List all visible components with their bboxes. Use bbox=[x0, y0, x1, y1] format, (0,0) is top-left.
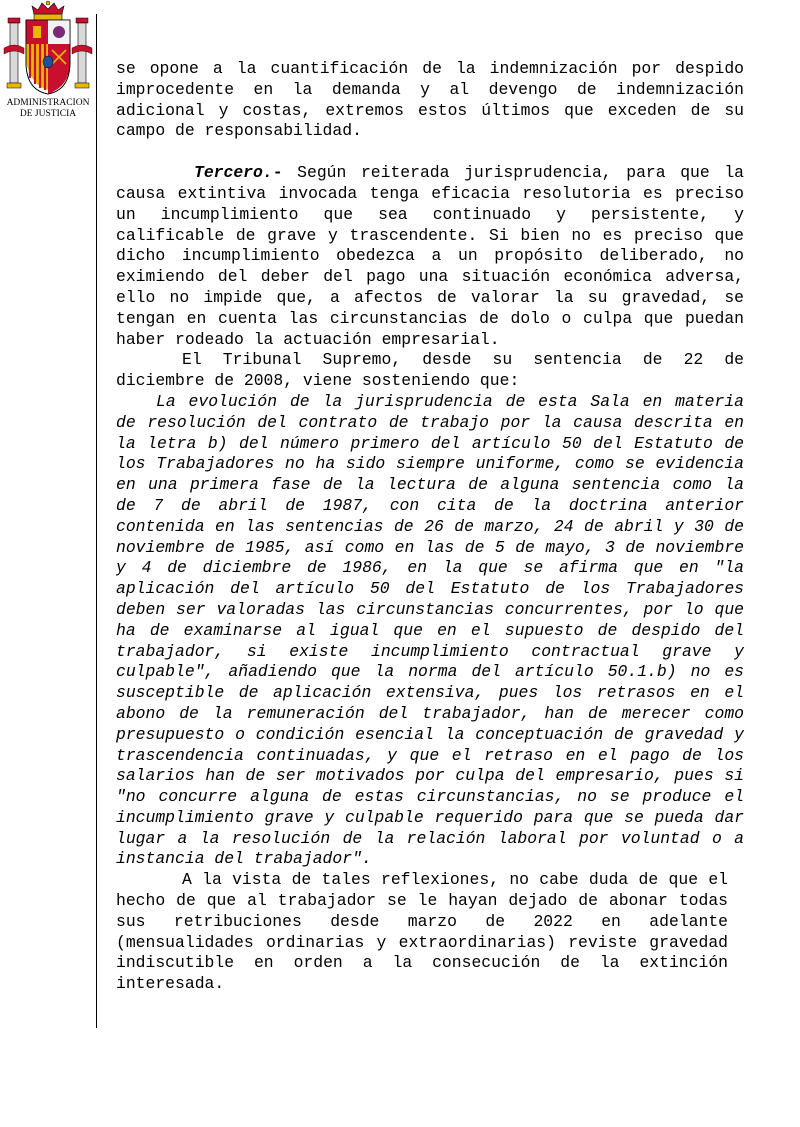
paragraph-tercero-text: Según reiterada jurisprudencia, para que la causa extintiva invocada tenga eficacia resolutoria es preciso un incumplimiento que sea continuado y persistente, y calificable de grave y trascendente. Si bien no es preciso que dicho incumplimiento obedezca a un propósito deliberado, no eximiendo del deber del pago una situación económica adversa, ello no impide que, a afectos de valorar la su gravedad, se tengan en cuenta las circunstancias de dolo o culpa que puedan haber rodeado la actuación empresarial. bbox=[116, 163, 744, 349]
right-pillar-icon bbox=[72, 18, 92, 88]
organization-line-1: ADMINISTRACION bbox=[6, 98, 90, 108]
paragraph-heading: Tercero.- bbox=[194, 163, 283, 183]
margin-rule bbox=[96, 14, 97, 1028]
crown-icon bbox=[32, 1, 64, 20]
quoted-jurisprudence: La evolución de la jurisprudencia de esta Sala en materia de resolución del contrato de trabajo por la causa descrita en la letra b) del número primero del artículo 50 del Estatuto de los Trabajadores no ha sido siempre uniforme, como se evidencia en una primera fase de la lectura de alguna sentencia como la de 7 de abril de 1987, con cita de la doctrina anterior contenida en las sentencias de 26 de marzo, 24 de abril y 30 de noviembre de 1985, así como en las de 5 de mayo, 3 de noviembre y 4 de diciembre de 1986, en la que se afirma que en "la aplicación del artículo 50 del Estatuto de los Trabajadores deben ser valoradas las circunstancias concurrentes, por lo que ha de examinarse al igual que en el supuesto de despido del trabajador, si existe incumplimiento contractual grave y culpable", añadiendo que la norma del artículo 50.1.b) no es susceptible de aplicación extensiva, pues los retrasos en el abono de la remuneración del trabajador, han de merecer como presupuesto o condición esencial la conceptuación de gravedad y trascendencia continuadas, y que el retraso en el pago de los salarios han de ser motivados por culpa del empresario, pues si "no concurre alguna de estas circunstancias, no se produce el incumplimiento grave y culpable requerido para que se pueda dar lugar a la resolución de la relación laboral por voluntad o a instancia del trabajador". bbox=[116, 391, 744, 869]
document-body bbox=[116, 59, 744, 995]
organization-label bbox=[0, 98, 96, 120]
paragraph-tribunal: El Tribunal Supremo, desde su sentencia de 22 de diciembre de 2008, viene sosteniendo que: bbox=[116, 350, 744, 391]
paragraph-conclusion: A la vista de tales reflexiones, no cabe duda de que el hecho de que al trabajador se le hayan dejado de abonar todas sus retribuciones desde marzo de 2022 en adelante (mensualidades ordinarias y extraordinarias) reviste gravedad indiscutible en orden a la consecución de la extinción interesada. bbox=[116, 870, 728, 994]
organization-line-2: DE JUSTICIA bbox=[19, 109, 77, 119]
shield-icon bbox=[26, 20, 70, 94]
paragraph-1: se opone a la cuantificación de la indemnización por despido improcedente en la demanda y al devengo de indemnización adicional y costas, extremos estos últimos que exceden de su campo de responsabilidad. bbox=[116, 59, 744, 141]
left-pillar-icon bbox=[4, 18, 24, 88]
coat-of-arms-icon bbox=[2, 0, 94, 100]
paragraph-tercero bbox=[116, 163, 744, 350]
